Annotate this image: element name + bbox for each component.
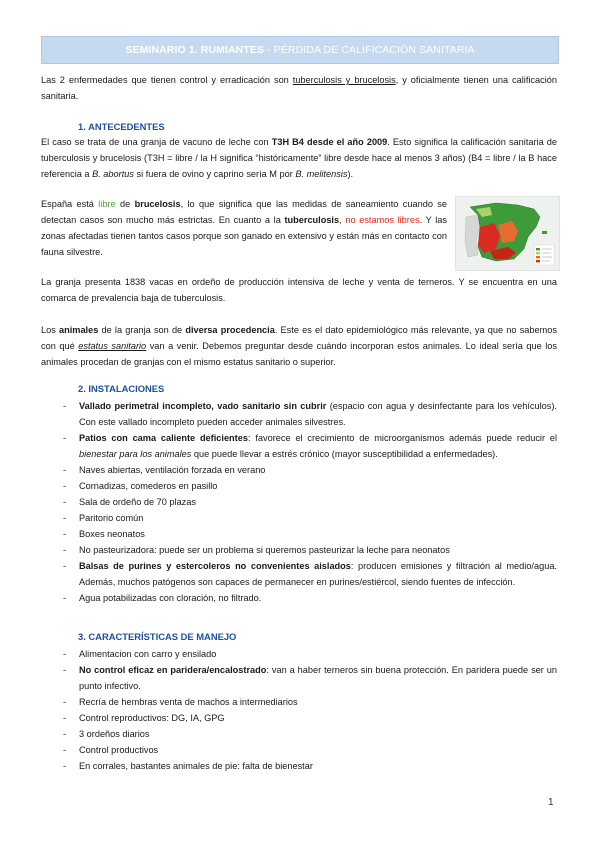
list-item: - Boxes neonatos	[63, 529, 145, 539]
list-item: - Naves abiertas, ventilación forzada en verano	[63, 465, 266, 475]
title-banner	[41, 36, 559, 64]
list-item: - En corrales, bastantes animales de pie: falta de bienestar	[63, 761, 313, 771]
list-item: - No pasteurizadora: puede ser un problema si queremos pasteurizar la leche para neonatos	[63, 545, 450, 555]
list-item: - Control productivos	[63, 745, 159, 755]
list-item: - No control eficaz en paridera/encalostrado: van a haber terneros sin buena protección. En paridera puede ser un punto infectivo.	[63, 665, 557, 691]
list-item: - Recría de hembras venta de machos a intermediarios	[63, 697, 298, 707]
title-text: SEMINARIO 1. RUMIANTES - PÉRDIDA DE CALIFICACIÓN SANITARIA	[125, 44, 475, 56]
list-item: - Alimentacion con carro y ensilado	[63, 649, 217, 659]
brucelosis-paragraph: España está libre de brucelosis, lo que significa que las medidas de saneamiento cuando se detectan casos son mucho más estrictas. En cuanto a la tuberculosis, no estamos libres. Y las zonas afectadas tienen tantos casos porque son ganado en extensivo y están más en contacto con fauna silvestre.	[41, 199, 447, 257]
list-item: - Cornadizas, comederos en pasillo	[63, 481, 218, 491]
procedencia-paragraph: Los animales de la granja son de diversa procedencia. Este es el dato epidemiológico más relevante, ya que no sabemos con qué estatus sanitario van a venir. Debemos preguntar desde cuándo incorporan estos animales. Lo ideal sería que los animales procedan de granjas con el mismo estatus sanitario o superior.	[41, 325, 557, 367]
list-item: - Vallado perimetral incompleto, vado sanitario sin cubrir (espacio con agua y desinfectante para los vehículos). Con este vallado incompleto pueden acceder animales silvestres.	[63, 401, 557, 427]
balearic-islands	[542, 231, 547, 234]
list-item: - 3 ordeños diarios	[63, 729, 150, 739]
section-1-heading: 1. ANTECEDENTES	[78, 121, 165, 132]
list-item: - Balsas de purines y estercoleros no convenientes aislados: producen emisiones y filtración al medio/agua. Además, muchos patógenos son capaces de permanecer en purines/estiércol, siendo fuentes de infección.	[63, 561, 557, 587]
list-item: - Control reproductivos: DG, IA, GPG	[63, 713, 225, 723]
list-item: - Patios con cama caliente deficientes: favorece el crecimiento de microorganismos además puede reducir el bienestar para los animales que puede llevar a estrés crónico (mayor susceptibilidad a enfermedades).	[63, 433, 557, 459]
instalaciones-list	[63, 398, 557, 606]
manejo-list	[63, 646, 557, 774]
list-item: - Paritorio común	[63, 513, 144, 523]
page-number: 1	[548, 797, 554, 808]
section-3-heading: 3. CARACTERÍSTICAS DE MANEJO	[78, 631, 237, 642]
spain-tuberculosis-map	[455, 196, 560, 271]
antecedentes-paragraph: El caso se trata de una granja de vacuno de leche con T3H B4 desde el año 2009. Esto significa la calificación sanitaria de tuberculosis y brucelosis (T3H = libre / la H significa “históricamente” libre desde hace al menos 3 años) (B4 = libre / la B hace referencia a B. abortus si fuera de ovino y caprino sería M por B. melitensis).	[41, 137, 558, 179]
section-2-heading: 2. INSTALACIONES	[78, 383, 165, 394]
list-item: - Agua potabilizadas con cloración, no filtrado.	[63, 593, 262, 603]
intro-paragraph: Las 2 enfermedades que tienen control y erradicación son tuberculosis y brucelosis, y oficialmente tienen una calificación sanitaria.	[41, 75, 557, 101]
list-item: - Sala de ordeño de 70 plazas	[63, 497, 196, 507]
granja-paragraph: La granja presenta 1838 vacas en ordeño de producción intensiva de leche y venta de terneros. Y se encuentra en una comarca de prevalencia baja de tuberculosis.	[41, 277, 557, 303]
